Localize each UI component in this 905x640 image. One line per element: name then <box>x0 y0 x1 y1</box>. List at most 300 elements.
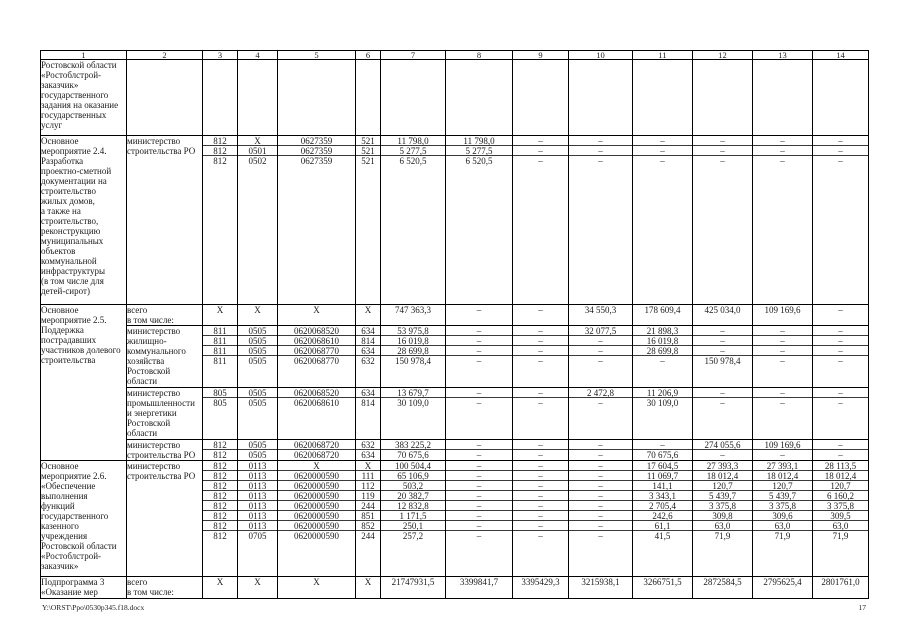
executor-line: строительства РО <box>127 146 196 156</box>
executor-line: всего <box>127 577 148 587</box>
executor-line: всего <box>127 305 148 315</box>
measure-name-cell <box>41 136 127 305</box>
cell-value: 244 <box>361 531 375 541</box>
cell-value: 6 520,5 <box>465 156 493 166</box>
table-body <box>41 60 869 599</box>
cell-value: – <box>513 461 568 471</box>
cell-value: 150 978,4 <box>395 356 431 366</box>
cell-value: 6 160,2 <box>813 491 868 501</box>
cell-value: – <box>838 398 843 408</box>
table-cell-col-4 <box>238 305 278 326</box>
cell-value: – <box>693 146 752 156</box>
cell-value: 634 <box>356 388 380 398</box>
table-cell-col-8 <box>446 440 513 461</box>
cell-value: 16 019,8 <box>381 336 445 346</box>
cell-value: – <box>813 336 868 346</box>
executor-line: министерство <box>127 136 181 146</box>
cell-value: 63,0 <box>813 521 868 531</box>
cell-value: – <box>780 450 785 460</box>
table-cell-col-7 <box>381 388 446 440</box>
cell-value: – <box>446 491 512 501</box>
executor-cell <box>127 136 203 305</box>
measure-name-line: жилых домов, <box>41 196 95 206</box>
cell-value: 250,1 <box>381 521 445 531</box>
cell-value: – <box>513 491 568 501</box>
cell-value: 0620000590 <box>294 531 339 541</box>
column-number-header: 11 <box>633 51 693 60</box>
cell-value: – <box>569 461 632 471</box>
cell-value: – <box>720 398 725 408</box>
measure-name-line: объектов <box>41 246 76 256</box>
measure-name-line: Подпрограмма 3 <box>41 577 105 587</box>
cell-value: 242,6 <box>633 511 692 521</box>
cell-value: 2 472,8 <box>569 388 632 398</box>
cell-value: 632 <box>356 440 380 450</box>
cell-value: – <box>538 356 543 366</box>
cell-value: X <box>216 577 224 587</box>
cell-value: 30 109,0 <box>397 398 429 408</box>
cell-value: 32 077,5 <box>569 326 632 336</box>
cell-value: – <box>513 346 568 356</box>
cell-value: 18 012,4 <box>693 471 752 481</box>
executor-line: в том числе: <box>127 315 174 325</box>
table-cell-col-5 <box>278 577 356 599</box>
cell-value: 0113 <box>238 491 277 501</box>
cell-value: 812 <box>203 521 237 531</box>
cell-value: 27 393,1 <box>753 461 812 471</box>
cell-value: – <box>476 531 482 541</box>
cell-value: 1 171,5 <box>381 511 445 521</box>
executor-line: Ростовской <box>127 418 171 428</box>
measure-name-line: заказчик» <box>41 561 79 571</box>
cell-value: 5 277,5 <box>381 146 445 156</box>
cell-value: 0505 <box>238 326 277 336</box>
table-cell-col-3 <box>203 136 238 305</box>
cell-value: 3215938,1 <box>581 577 620 587</box>
table-row <box>41 136 869 305</box>
measure-name-line: государственного <box>41 90 109 100</box>
table-cell-col-13 <box>753 440 813 461</box>
cell-value: – <box>813 346 868 356</box>
cell-value: 811 <box>203 326 237 336</box>
table-cell-col-8 <box>446 326 513 388</box>
cell-value: 21 898,3 <box>633 326 692 336</box>
cell-value: – <box>598 398 603 408</box>
cell-value: – <box>598 156 603 166</box>
table-cell-col-9 <box>513 305 569 326</box>
table-cell-col-3 <box>203 305 238 326</box>
cell-value: 811 <box>203 336 237 346</box>
table-cell-col-9 <box>513 577 569 599</box>
cell-value: 0620000590 <box>278 511 355 521</box>
executor-line: коммунального <box>127 346 186 356</box>
table-cell-col-4 <box>238 326 278 388</box>
table-cell-col-14 <box>813 461 869 577</box>
cell-value: X <box>254 577 261 587</box>
table-cell-col-10 <box>569 326 633 388</box>
cell-value: 0620000590 <box>278 491 355 501</box>
table-cell-col-12 <box>693 60 753 136</box>
executor-line: и энергетики <box>127 408 177 418</box>
table-row <box>41 60 869 136</box>
column-number-header: 8 <box>446 51 513 60</box>
table-cell-col-6 <box>356 136 381 305</box>
column-number-row <box>41 51 869 60</box>
cell-value: 141,1 <box>633 481 692 491</box>
table-cell-col-6 <box>356 577 381 599</box>
cell-value: 812 <box>203 501 237 511</box>
table-cell-col-4 <box>238 440 278 461</box>
cell-value: 5 277,5 <box>446 146 512 156</box>
cell-value: X <box>216 305 224 315</box>
column-number-header: 9 <box>513 51 569 60</box>
cell-value: – <box>569 146 632 156</box>
cell-value: – <box>538 450 543 460</box>
cell-value: 71,9 <box>714 531 731 541</box>
cell-value: 12 832,8 <box>381 501 445 511</box>
measure-name-line: задания на оказание <box>41 100 119 110</box>
table-cell-col-11 <box>633 461 693 577</box>
cell-value: 0620000590 <box>278 521 355 531</box>
cell-value: 0620068720 <box>278 440 355 450</box>
table-cell-col-14 <box>813 305 869 326</box>
measure-name-line: заказчик» <box>41 80 79 90</box>
cell-value: 814 <box>361 398 375 408</box>
cell-value: 112 <box>356 481 380 491</box>
executor-line: жилищно- <box>127 336 167 346</box>
cell-value: 0505 <box>238 388 277 398</box>
cell-value: – <box>753 346 812 356</box>
table-row <box>41 305 869 326</box>
cell-value: 3 375,8 <box>693 501 752 511</box>
table-cell-col-3 <box>203 388 238 440</box>
cell-value: 0620068720 <box>294 450 339 460</box>
cell-value: 28 699,8 <box>381 346 445 356</box>
cell-value: 632 <box>361 356 375 366</box>
table-cell-col-3 <box>203 461 238 577</box>
cell-value: – <box>838 156 843 166</box>
table-cell-col-8 <box>446 60 513 136</box>
table-cell-col-10 <box>569 577 633 599</box>
measure-name-line: строительство <box>41 186 96 196</box>
table-cell-col-14 <box>813 577 869 599</box>
cell-value: – <box>569 521 632 531</box>
table-cell-col-14 <box>813 136 869 305</box>
cell-value: – <box>538 156 543 166</box>
cell-value: 16 019,8 <box>633 336 692 346</box>
cell-value: – <box>838 356 843 366</box>
cell-value: 812 <box>213 156 227 166</box>
cell-value: 521 <box>356 136 380 146</box>
measure-name-cell <box>41 461 127 577</box>
cell-value: 503,2 <box>381 481 445 491</box>
cell-value: – <box>753 388 812 398</box>
table-row <box>41 577 869 599</box>
table-cell-col-11 <box>633 388 693 440</box>
cell-value: X <box>364 577 372 587</box>
cell-value: – <box>633 440 692 450</box>
cell-value: 811 <box>203 346 237 356</box>
table-cell-col-13 <box>753 461 813 577</box>
cell-value: – <box>538 398 543 408</box>
cell-value: – <box>538 531 543 541</box>
cell-value: 309,8 <box>693 511 752 521</box>
measure-name-cell <box>41 577 127 599</box>
cell-value: 61,1 <box>633 521 692 531</box>
cell-value: 100 504,4 <box>381 461 445 471</box>
executor-line: строительства РО <box>127 450 196 460</box>
cell-value: – <box>513 521 568 531</box>
measure-name-line: «Ростоблстрой- <box>41 551 102 561</box>
cell-value: 63,0 <box>693 521 752 531</box>
cell-value: 3 375,8 <box>753 501 812 511</box>
table-cell-col-10 <box>569 440 633 461</box>
cell-value: 0620068770 <box>278 346 355 356</box>
executor-line: министерство <box>127 326 181 336</box>
cell-value: – <box>780 398 785 408</box>
cell-value: – <box>720 450 725 460</box>
cell-value: 0502 <box>248 156 267 166</box>
cell-value: 274 055,6 <box>693 440 752 450</box>
cell-value: 5 439,7 <box>693 491 752 501</box>
cell-value: 0505 <box>248 450 267 460</box>
cell-value: 17 604,5 <box>633 461 692 471</box>
column-number-header: 13 <box>753 51 813 60</box>
column-number-header: 14 <box>813 51 869 60</box>
table-cell-col-9 <box>513 440 569 461</box>
cell-value: – <box>513 511 568 521</box>
cell-value: – <box>598 531 603 541</box>
table-cell-col-4 <box>238 461 278 577</box>
table-cell-col-7 <box>381 577 446 599</box>
column-number-header: 7 <box>381 51 446 60</box>
table-cell-col-14 <box>813 60 869 136</box>
cell-value: – <box>780 156 785 166</box>
table-cell-col-13 <box>753 326 813 388</box>
column-number-header: 4 <box>238 51 278 60</box>
measure-name-line: пострадавших <box>41 335 97 345</box>
table-cell-col-4 <box>238 60 278 136</box>
cell-value: – <box>693 136 752 146</box>
measure-name-line: коммунальной <box>41 256 97 266</box>
cell-value: 0113 <box>238 501 277 511</box>
column-number-header: 3 <box>203 51 238 60</box>
table-cell-col-9 <box>513 388 569 440</box>
table-cell-col-7 <box>381 136 446 305</box>
executor-cell <box>127 440 203 461</box>
table-cell-col-14 <box>813 388 869 440</box>
table-cell-col-10 <box>569 136 633 305</box>
cell-value: X <box>356 461 380 471</box>
executor-line: министерство <box>127 461 181 471</box>
cell-value: 634 <box>356 346 380 356</box>
cell-value: 851 <box>356 511 380 521</box>
cell-value: – <box>753 146 812 156</box>
cell-value: 812 <box>213 450 227 460</box>
cell-value: – <box>446 461 512 471</box>
cell-value: – <box>513 326 568 336</box>
cell-value: 41,5 <box>654 531 671 541</box>
cell-value: 634 <box>356 326 380 336</box>
table-cell-col-5 <box>278 440 356 461</box>
measure-name-line: Основное <box>41 305 79 315</box>
cell-value: 521 <box>361 156 375 166</box>
executor-line: министерство <box>127 440 181 450</box>
executor-cell <box>127 326 203 388</box>
cell-value: 747 363,3 <box>395 305 431 315</box>
cell-value: 120,7 <box>693 481 752 491</box>
cell-value: – <box>838 450 843 460</box>
executor-line: в том числе: <box>127 587 174 597</box>
cell-value: 6 520,5 <box>399 156 427 166</box>
cell-value: – <box>598 356 603 366</box>
cell-value: 812 <box>203 461 237 471</box>
cell-value: 812 <box>203 440 237 450</box>
cell-value: 2 705,4 <box>633 501 692 511</box>
executor-line: области <box>127 428 158 438</box>
cell-value: – <box>513 440 568 450</box>
cell-value: – <box>838 305 843 315</box>
table-cell-col-5 <box>278 326 356 388</box>
column-number-header: 1 <box>41 51 127 60</box>
table-cell-col-14 <box>813 440 869 461</box>
measure-name-line: учреждения <box>41 531 88 541</box>
table-row <box>41 440 869 461</box>
cell-value: 425 034,0 <box>704 305 741 315</box>
measure-name-line: Ростовской области <box>41 541 117 551</box>
cell-value: X <box>364 305 372 315</box>
cell-value: – <box>569 136 632 146</box>
cell-value: – <box>693 346 752 356</box>
measure-name-line: Разработка <box>41 156 84 166</box>
measure-name-line: реконструкцию <box>41 226 101 236</box>
cell-value: 3 343,1 <box>633 491 692 501</box>
cell-value: – <box>569 491 632 501</box>
cell-value: – <box>813 136 868 146</box>
cell-value: 65 106,9 <box>381 471 445 481</box>
table-cell-col-9 <box>513 461 569 577</box>
cell-value: – <box>633 136 692 146</box>
table-cell-col-13 <box>753 305 813 326</box>
table-cell-col-9 <box>513 136 569 305</box>
measure-name-line: строительство, <box>41 216 99 226</box>
cell-value: – <box>569 471 632 481</box>
cell-value: 812 <box>203 136 237 146</box>
cell-value: 3266751,5 <box>643 577 682 587</box>
table-cell-col-4 <box>238 388 278 440</box>
measure-name-line: Поддержка <box>41 325 84 335</box>
cell-value: 309,5 <box>813 511 868 521</box>
measure-name-line: услуг <box>41 120 63 130</box>
measure-name-line: Основное <box>41 136 79 146</box>
cell-value: 109 169,6 <box>753 440 812 450</box>
cell-value: 0505 <box>248 398 267 408</box>
table-row <box>41 461 869 577</box>
cell-value: 11 798,0 <box>446 136 512 146</box>
cell-value: – <box>693 326 752 336</box>
cell-value: – <box>569 346 632 356</box>
cell-value: – <box>513 471 568 481</box>
table-cell-col-7 <box>381 440 446 461</box>
cell-value: 2872584,5 <box>703 577 742 587</box>
executor-line: министерство <box>127 388 181 398</box>
cell-value: 0113 <box>238 521 277 531</box>
cell-value: 28 113,5 <box>813 461 868 471</box>
table-cell-col-13 <box>753 60 813 136</box>
cell-value: 814 <box>356 336 380 346</box>
table-cell-col-11 <box>633 60 693 136</box>
cell-value: 812 <box>203 146 237 156</box>
cell-value: – <box>569 481 632 491</box>
table-cell-col-10 <box>569 388 633 440</box>
measure-name-line: функций <box>41 501 75 511</box>
table-cell-col-13 <box>753 136 813 305</box>
cell-value: – <box>569 336 632 346</box>
measure-name-line: казенного <box>41 521 79 531</box>
table-cell-col-4 <box>238 577 278 599</box>
measure-name-line: выполнения <box>41 491 88 501</box>
table-cell-col-6 <box>356 326 381 388</box>
table-cell-col-11 <box>633 577 693 599</box>
cell-value: 0620000590 <box>278 481 355 491</box>
table-row <box>41 326 869 388</box>
executor-line: области <box>127 376 158 386</box>
cell-value: 53 975,8 <box>381 326 445 336</box>
cell-value: – <box>660 356 665 366</box>
measure-name-line: мероприятие 2.6. <box>41 471 107 481</box>
table-cell-col-12 <box>693 305 753 326</box>
cell-value: – <box>476 356 482 366</box>
table-cell-col-12 <box>693 136 753 305</box>
measure-name-line: участников долевого <box>41 345 121 355</box>
column-number-header: 10 <box>569 51 633 60</box>
cell-value: X <box>238 136 277 146</box>
cell-value: 0113 <box>238 461 277 471</box>
cell-value: – <box>753 336 812 346</box>
measure-name-line: «Обеспечение <box>41 481 96 491</box>
cell-value: – <box>446 326 512 336</box>
cell-value: 812 <box>203 511 237 521</box>
cell-value: 244 <box>356 501 380 511</box>
cell-value: 11 069,7 <box>633 471 692 481</box>
column-number-header: 12 <box>693 51 753 60</box>
cell-value: 812 <box>203 471 237 481</box>
measure-name-line: Основное <box>41 461 79 471</box>
cell-value: 812 <box>203 481 237 491</box>
table-cell-col-3 <box>203 60 238 136</box>
table-cell-col-14 <box>813 326 869 388</box>
executor-cell <box>127 577 203 599</box>
cell-value: 805 <box>203 388 237 398</box>
cell-value: – <box>633 146 692 156</box>
cell-value: 71,9 <box>774 531 791 541</box>
cell-value: 30 109,0 <box>646 398 679 408</box>
cell-value: 812 <box>203 491 237 501</box>
table-cell-col-5 <box>278 461 356 577</box>
cell-value: 0620068520 <box>278 388 355 398</box>
table-cell-col-7 <box>381 461 446 577</box>
cell-value: 0113 <box>238 511 277 521</box>
cell-value: – <box>446 346 512 356</box>
cell-value: – <box>813 146 868 156</box>
cell-value: 3399841,7 <box>459 577 499 587</box>
cell-value: 812 <box>213 531 227 541</box>
cell-value: 0505 <box>238 440 277 450</box>
cell-value: – <box>780 356 785 366</box>
cell-value: – <box>446 481 512 491</box>
measure-name-line: государственных <box>41 110 107 120</box>
cell-value: 2795625,4 <box>763 577 802 587</box>
